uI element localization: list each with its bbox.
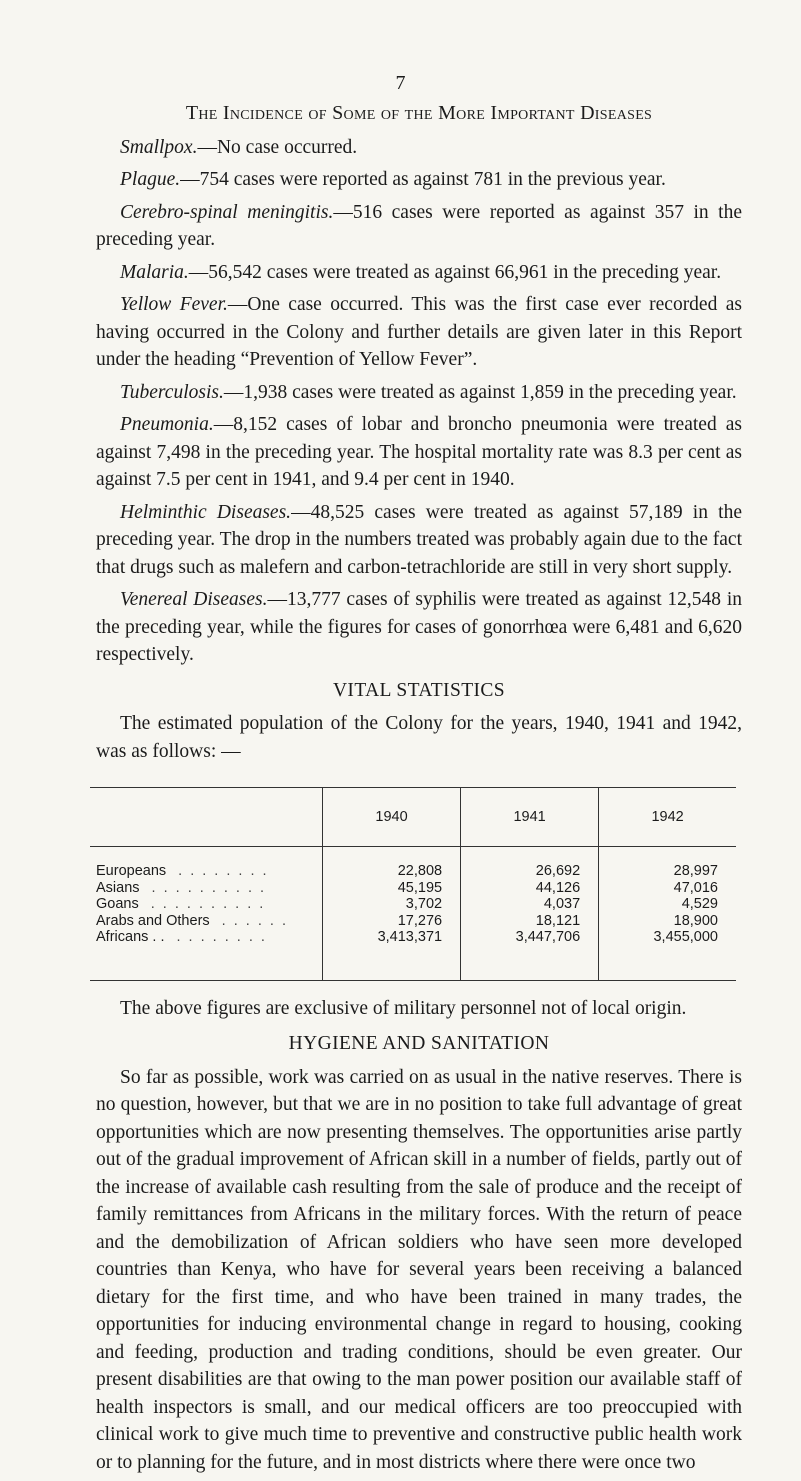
row-label-cell <box>90 913 323 930</box>
table-header-row <box>90 788 736 847</box>
table-cell-value: 28,997 <box>599 847 736 880</box>
disease-text: —13,777 cases of syphilis were treated as against 12,548 in the preceding year, while the figures for cases of gonorrhœa were 6,481 and 6,620 respectively. <box>96 589 742 665</box>
dot-leader: . . . . . . . . . . <box>150 896 266 912</box>
table-cell-value: 17,276 <box>323 913 461 930</box>
disease-text: —754 cases were reported as against 781 in the previous year. <box>180 169 666 190</box>
table-cell-value: 3,702 <box>323 896 461 913</box>
vital-statistics-intro: The estimated population of the Colony for the years, 1940, 1941 and 1942, was as follows: — <box>96 713 742 762</box>
table-cell-value: 18,900 <box>599 913 736 930</box>
table-cell-value: 3,413,371 <box>323 929 461 980</box>
table-cell-value: 44,126 <box>461 880 599 897</box>
dot-leader: . . . . . . . . <box>176 929 267 945</box>
table-cell-value: 4,529 <box>599 896 736 913</box>
population-note: The above figures are exclusive of military personnel not of local origin. <box>120 997 687 1019</box>
row-label-cell <box>90 880 323 897</box>
section-heading-diseases: The Incidence of Some of the More Important Diseases <box>185 102 653 124</box>
disease-term: Tuberculosis. <box>120 381 224 403</box>
table-cell-value: 3,447,706 <box>461 929 599 980</box>
disease-term: Plague. <box>120 169 181 190</box>
document-body <box>96 100 742 1481</box>
disease-paragraph <box>96 411 742 494</box>
row-label: Asians <box>96 879 140 896</box>
table-header-year: 1941 <box>461 788 599 847</box>
disease-list <box>96 134 742 669</box>
disease-paragraph <box>96 499 742 582</box>
row-label: Africans . . <box>96 929 165 945</box>
dot-leader: . . . . . . . . <box>178 863 269 879</box>
table-cell-value: 22,808 <box>323 847 461 880</box>
row-label: Arabs and Others <box>96 912 210 929</box>
table-header-blank <box>90 788 323 847</box>
table-cell-value: 45,195 <box>323 880 461 897</box>
row-label-cell <box>90 896 323 913</box>
disease-term: Pneumonia. <box>120 414 214 435</box>
disease-paragraph <box>96 379 742 407</box>
population-table <box>90 787 736 981</box>
table-cell-value: 47,016 <box>599 880 736 897</box>
table-header-year: 1942 <box>599 788 736 847</box>
disease-term: Yellow Fever. <box>120 294 228 315</box>
disease-paragraph <box>96 199 742 254</box>
table-header-year: 1940 <box>323 788 461 847</box>
row-label-cell <box>90 847 323 880</box>
population-table-wrapper <box>90 787 736 981</box>
row-label-cell <box>90 929 323 980</box>
disease-term: Malaria. <box>120 261 189 283</box>
disease-text: —1,938 cases were treated as against 1,859 in the preceding year. <box>223 381 737 403</box>
row-label: Europeans <box>96 863 167 879</box>
table-row <box>90 929 736 980</box>
disease-paragraph <box>96 259 742 287</box>
table-row <box>90 896 736 913</box>
disease-text: —56,542 cases were treated as against 66,961 in the preceding year. <box>188 261 722 283</box>
disease-paragraph <box>96 166 742 194</box>
disease-text: —No case occurred. <box>197 136 358 158</box>
disease-text: —516 cases were reported as against 357 in the preceding year. <box>96 201 742 250</box>
dot-leader: . . . . . . <box>221 912 288 929</box>
table-body <box>90 847 736 981</box>
section-heading-vital-statistics: VITAL STATISTICS <box>332 679 506 701</box>
section-heading-hygiene: HYGIENE AND SANITATION <box>288 1033 550 1054</box>
disease-text: —8,152 cases of lobar and broncho pneumonia were treated as against 7,498 in the preceding year. The hospital mortality rate was 8.3 per cent as against 7.5 per cent in 1941, and 9.4 per cent in 1940. <box>96 414 742 490</box>
disease-paragraph <box>96 586 742 669</box>
disease-term: Smallpox. <box>120 136 198 158</box>
table-row <box>90 880 736 897</box>
row-label: Goans <box>96 896 139 912</box>
disease-term: Helminthic Diseases. <box>120 501 292 523</box>
hygiene-paragraph: So far as possible, work was carried on as usual in the native reserves. There is no question, however, but that we are in no position to take full advantage of great opportunities which are now presenting themselves. The opportunities arise partly out of the gradual improvement of African skill in a number of fields, partly out of the increase of available cash resulting from the sale of produce and the receipt of family remittances from Africans in the military forces. With the return of peace and the demobilization of African soldiers who have seen more developed countries than Kenya, who have for several years been receiving a balanced dietary for the first time, and who have been trained in many trades, the opportunities for inducing environmental change in regard to housing, cooking and feeding, production and trading conditions, should be even greater. Our present disabilities are that owing to the man power position our available staff of health inspectors is small, and our medical officers are too preoccupied with clinical work to give much time to preventive and constructive public health work or to planning for the future, and in most districts where there were once two <box>96 1066 742 1473</box>
table-row <box>90 847 736 880</box>
table-cell-value: 26,692 <box>461 847 599 880</box>
disease-paragraph <box>96 134 742 162</box>
page-number: 7 <box>395 72 406 94</box>
disease-paragraph <box>96 291 742 374</box>
table-cell-value: 4,037 <box>461 896 599 913</box>
dot-leader: . . . . . . . . . . <box>151 879 267 896</box>
disease-text: —One case occurred. This was the first case ever recorded as having occurred in the Colony and further details are given later in this Report under the heading “Prevention of Yellow Fever”. <box>96 294 742 370</box>
disease-term: Venereal Diseases. <box>120 589 268 610</box>
table-cell-value: 3,455,000 <box>599 929 736 980</box>
table-cell-value: 18,121 <box>461 913 599 930</box>
disease-term: Cerebro-spinal meningitis. <box>120 201 334 223</box>
disease-text: —48,525 cases were treated as against 57,189 in the preceding year. The drop in the numbers treated was probably again due to the fact that drugs such as malefern and carbon-tetrachloride are still in very short supply. <box>96 501 742 578</box>
table-row <box>90 913 736 930</box>
